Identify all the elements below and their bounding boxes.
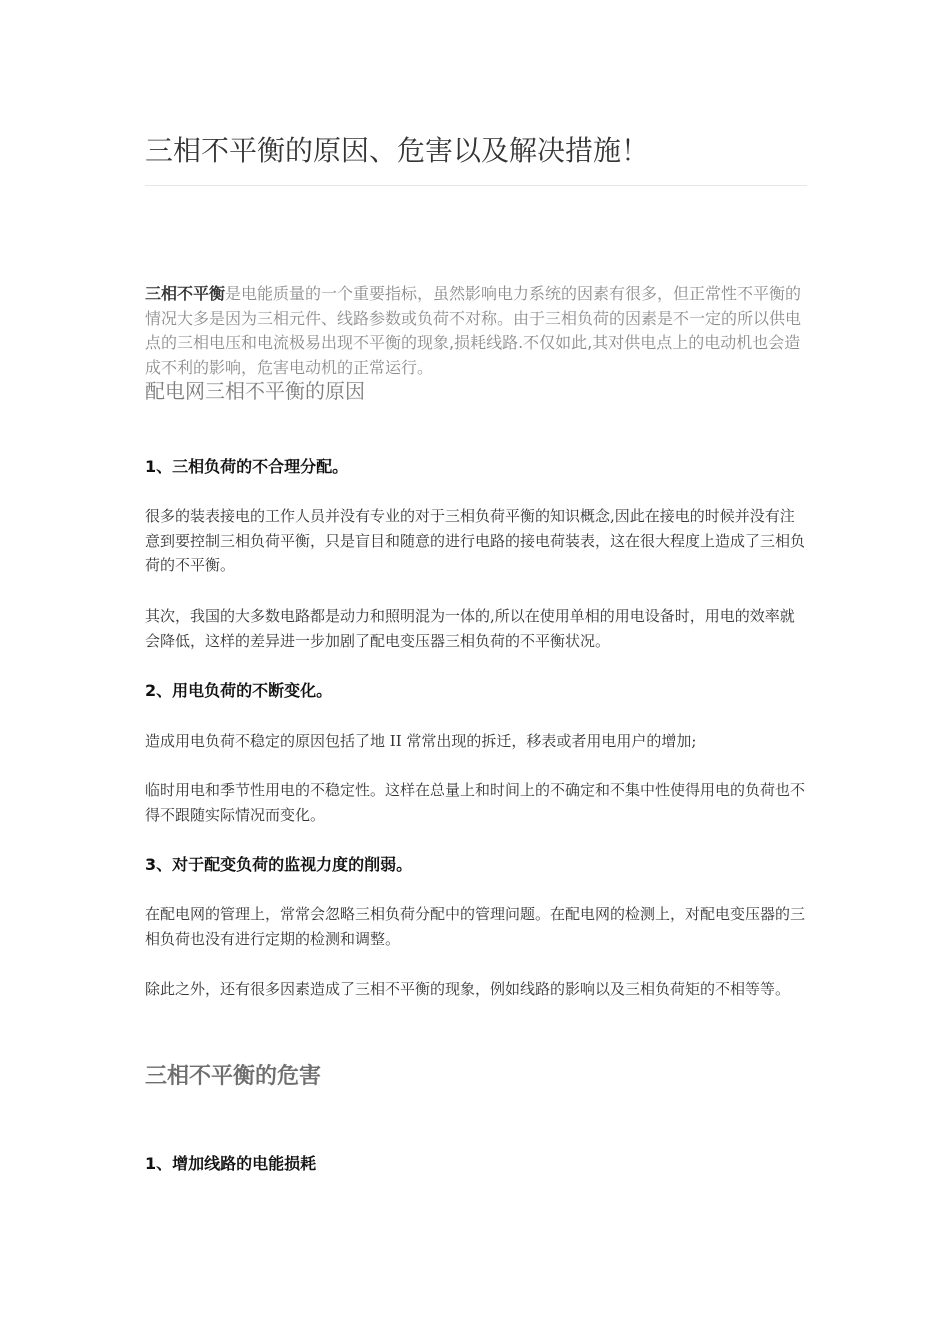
cause-3-heading: 3、对于配变负荷的监视力度的削弱。 xyxy=(145,855,413,874)
cause-1-heading: 1、三相负荷的不合理分配。 xyxy=(145,457,349,476)
intro-paragraph xyxy=(145,282,807,380)
section-heading-causes: 配电网三相不平衡的原因 xyxy=(145,379,365,403)
section-heading-harms: 三相不平衡的危害 xyxy=(145,1064,322,1089)
cause-2-paragraph-2: 临时用电和季节性用电的不稳定性。这样在总量上和时间上的不确定和不集中性使得用电的负荷也不得不跟随实际情况而变化。 xyxy=(145,781,806,824)
harm-1-heading: 1、增加线路的电能损耗 xyxy=(145,1154,317,1173)
cause-1-paragraph-2: 其次，我国的大多数电路都是动力和照明混为一体的,所以在使用单相的用电设备时，用电的效率就会降低，这样的差异进一步加剧了配电变压器三相负荷的不平衡状况。 xyxy=(145,607,795,650)
intro-lead-term: 三相不平衡 xyxy=(145,284,226,303)
intro-text: 是电能质量的一个重要指标，虽然影响电力系统的因素有很多，但正常性不平衡的情况大多是因为三相元件、线路参数或负荷不对称。由于三相负荷的因素是不一定的所以供电点的三相电压和电流极易出现不平衡的现象,损耗线路.不仅如此,其对供电点上的电动机也会造成不利的影响，危害电动机的正常运行。 xyxy=(145,284,802,377)
cause-3-paragraph-2: 除此之外，还有很多因素造成了三相不平衡的现象，例如线路的影响以及三相负荷矩的不相等等。 xyxy=(145,980,791,998)
cause-2-paragraph-1: 造成用电负荷不稳定的原因包括了地 II 常常出现的拆迁，移表或者用电用户的增加; xyxy=(145,732,697,750)
cause-1-paragraph-1: 很多的装表接电的工作人员并没有专业的对于三相负荷平衡的知识概念,因此在接电的时候并没有注意到要控制三相负荷平衡，只是盲目和随意的进行电路的接电荷装表，这在很大程度上造成了三相负荷的不平衡。 xyxy=(145,507,806,574)
cause-2-heading: 2、用电负荷的不断变化。 xyxy=(145,681,333,700)
title-divider xyxy=(145,185,807,186)
cause-3-paragraph-1: 在配电网的管理上，常常会忽略三相负荷分配中的管理问题。在配电网的检测上，对配电变压器的三相负荷也没有进行定期的检测和调整。 xyxy=(145,905,806,948)
article-title: 三相不平衡的原因、危害以及解决措施！ xyxy=(145,134,650,167)
